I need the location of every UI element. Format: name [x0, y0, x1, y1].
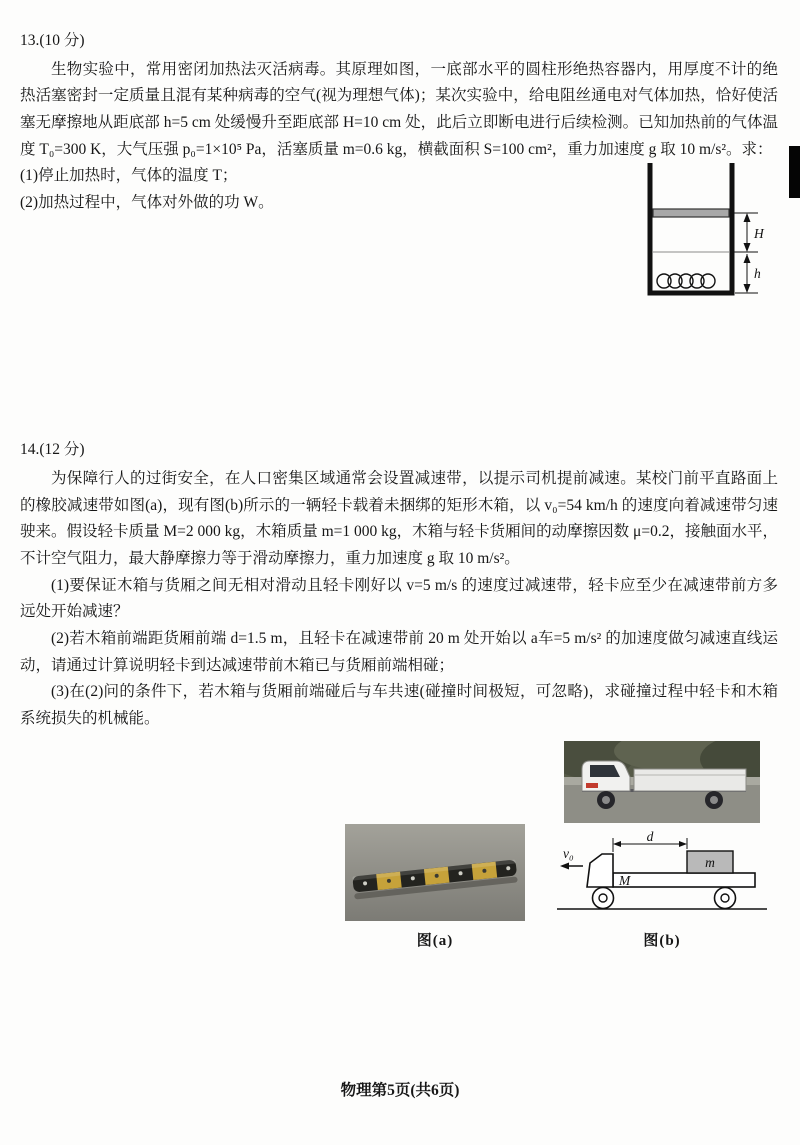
figure-b: [557, 741, 767, 955]
problem-14-question-2: (2)若木箱前端距货厢前端 d=1.5 m，且轻卡在减速带前 20 m 处开始以 a车=5 m/s² 的加速度做匀减速直线运动，请通过计算说明轻卡到达减速带前木箱已与货厢前端相碰；: [20, 629, 778, 674]
label-d: d: [646, 828, 654, 844]
truck-box-diagram: [557, 829, 767, 921]
problem-14-heading: 14.(12 分): [20, 441, 85, 459]
label-h: h: [754, 266, 761, 282]
problem-13: [20, 28, 778, 315]
figure-b-caption: 图(b): [643, 932, 681, 949]
problem-13-question-1: (1)停止加热时，气体的温度 T；: [20, 167, 238, 185]
label-m: m: [705, 854, 715, 870]
problem-13-questions: [20, 163, 450, 216]
figures-row: [345, 741, 778, 955]
page-footer: 物理第5页(共6页): [340, 1082, 460, 1100]
cylinder-diagram: [634, 159, 766, 317]
heating-coil: [657, 274, 715, 288]
figure-a: [345, 824, 525, 955]
d-arrow-left: [613, 841, 621, 847]
problem-13-questions-row: [20, 163, 778, 315]
v0-arrowhead: [560, 862, 569, 869]
figure-a-caption: 图(a): [416, 932, 454, 949]
print-edge-mark: [789, 146, 800, 198]
label-v0: v₀: [563, 845, 574, 861]
problem-14-question-1: (1)要保证木箱与货厢之间无相对滑动且轻卡刚好以 v=5 m/s 的速度过减速带，轻卡应至少在减速带前方多远处开始减速？: [20, 576, 778, 621]
problem-13-question-2: (2)加热过程中，气体对外做的功 W。: [20, 193, 274, 211]
truck-cab: [587, 854, 613, 887]
truck-photo: [564, 741, 760, 823]
problem-13-statement: 生物实验中，常用密闭加热法灭活病毒。其原理如图，一底部水平的圆柱形绝热容器内，用厚度不计的绝热活塞密封一定质量且混有某种病毒的空气(视为理想气体)；某次实验中，给电阻丝通电对气体加热，恰好使活塞无摩擦地从距底部 h=5 cm 处缓慢升至距底部 H=10 cm 处，此后立即断电进行后续检测。已知加热前的气体温度 T₀=300 K，大气压强 p₀=1×10⁵ Pa，活塞质量 m=0.6 kg，横截面积 S=100 cm²，重力加速度 g 取 10 m/s²。求：: [20, 60, 778, 158]
problem-14-statement: 为保障行人的过街安全，在人口密集区域通常会设置减速带，以提示司机提前减速。某校门前平直路面上的橡胶减速带如图(a)，现有图(b)所示的一辆轻卡载着未捆绑的矩形木箱，以 v₀=54 km/h 的速度向着减速带匀速驶来。假设轻卡质量 M=2 000 kg，木箱质量 m=1 000 kg，木箱与轻卡货厢间的动摩擦因数 μ=0.2，接触面水平，不计空气阻力，最大静摩擦力等于滑动摩擦力，重力加速度 g 取 10 m/s²。: [20, 469, 778, 567]
cylinder-svg: [634, 159, 766, 307]
wheels: [593, 887, 736, 908]
speed-bump-photo: [345, 824, 525, 921]
problem-14-question-3: (3)在(2)问的条件下，若木箱与货厢前端碰后与车共速(碰撞时间极短，可忽略)，求碰撞过程中轻卡和木箱系统损失的机械能。: [20, 683, 778, 727]
truck-bed: [613, 873, 755, 887]
label-H: H: [754, 226, 764, 242]
label-M: M: [619, 872, 631, 888]
dimension-lines: [734, 213, 758, 293]
problem-13-heading: 13.(10 分): [20, 32, 85, 49]
d-arrow-right: [679, 841, 687, 847]
piston: [653, 209, 729, 217]
problem-14: [20, 437, 778, 954]
